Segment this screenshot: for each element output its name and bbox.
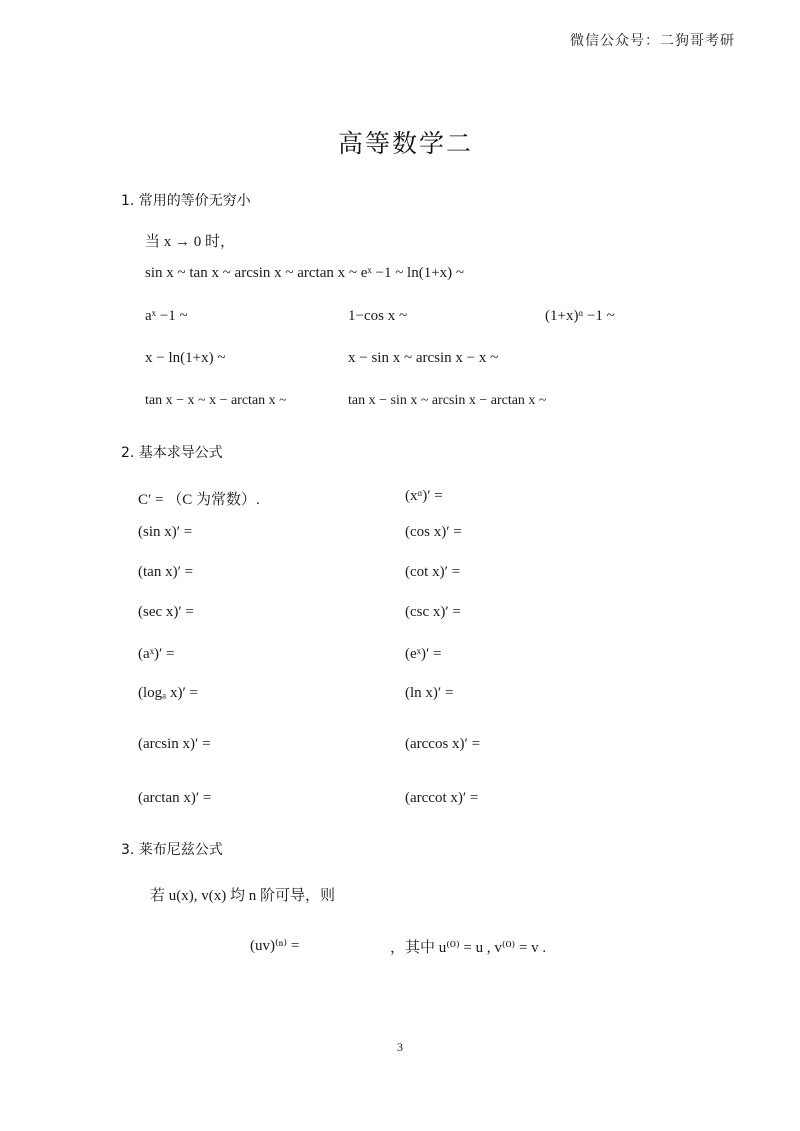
derivative-item: (arcsin x)′ = xyxy=(138,736,211,752)
leibniz-formula-left: (uv)⁽ⁿ⁾ = xyxy=(250,938,300,954)
equivalence-chain: sin x ~ tan x ~ arcsin x ~ arctan x ~ eˣ −1 ~ ln(1+x) ~ xyxy=(145,265,465,281)
equiv-item: (1+x)ᵅ −1 ~ xyxy=(545,308,615,324)
header-tag: 微信公众号：二狗哥考研 xyxy=(570,33,735,49)
section-2-heading: 2. 基本求导公式 xyxy=(121,445,223,461)
section-1-intro: 当 x → 0 时， xyxy=(145,234,236,250)
leibniz-condition: 若 u(x), v(x) 均 n 阶可导，则 xyxy=(150,888,335,904)
derivative-item: (arctan x)′ = xyxy=(138,790,212,806)
derivative-item: (arccos x)′ = xyxy=(405,736,481,752)
derivative-item: (aˣ)′ = xyxy=(138,646,175,662)
section-1-heading: 1. 常用的等价无穷小 xyxy=(121,193,251,209)
derivative-item: (eˣ)′ = xyxy=(405,646,442,662)
section-3-heading: 3. 莱布尼兹公式 xyxy=(121,842,223,858)
derivative-item: (ln x)′ = xyxy=(405,685,454,701)
page-number: 3 xyxy=(397,1040,403,1054)
derivative-item: (cot x)′ = xyxy=(405,564,461,580)
equiv-item: x − ln(1+x) ~ xyxy=(145,350,226,366)
derivative-item: (arccot x)′ = xyxy=(405,790,479,806)
equiv-item: tan x − x ~ x − arctan x ~ xyxy=(145,393,287,408)
leibniz-formula-right: ，其中 u⁽⁰⁾ = u , v⁽⁰⁾ = v . xyxy=(390,940,547,956)
equiv-item: x − sin x ~ arcsin x − x ~ xyxy=(348,350,499,366)
page-title: 高等数学二 xyxy=(338,129,474,158)
derivative-item: (csc x)′ = xyxy=(405,604,461,620)
derivative-item: (cos x)′ = xyxy=(405,524,462,540)
derivative-item: (xᵅ)′ = xyxy=(405,488,443,504)
derivative-item: (sec x)′ = xyxy=(138,604,194,620)
equiv-item: 1−cos x ~ xyxy=(348,308,408,324)
derivative-item: C′ = （C 为常数）. xyxy=(138,492,260,508)
derivative-item: (sin x)′ = xyxy=(138,524,193,540)
equiv-item: aˣ −1 ~ xyxy=(145,308,188,324)
equiv-item: tan x − sin x ~ arcsin x − arctan x ~ xyxy=(348,393,547,408)
derivative-item: (tan x)′ = xyxy=(138,564,194,580)
derivative-item: (logₐ x)′ = xyxy=(138,685,198,701)
